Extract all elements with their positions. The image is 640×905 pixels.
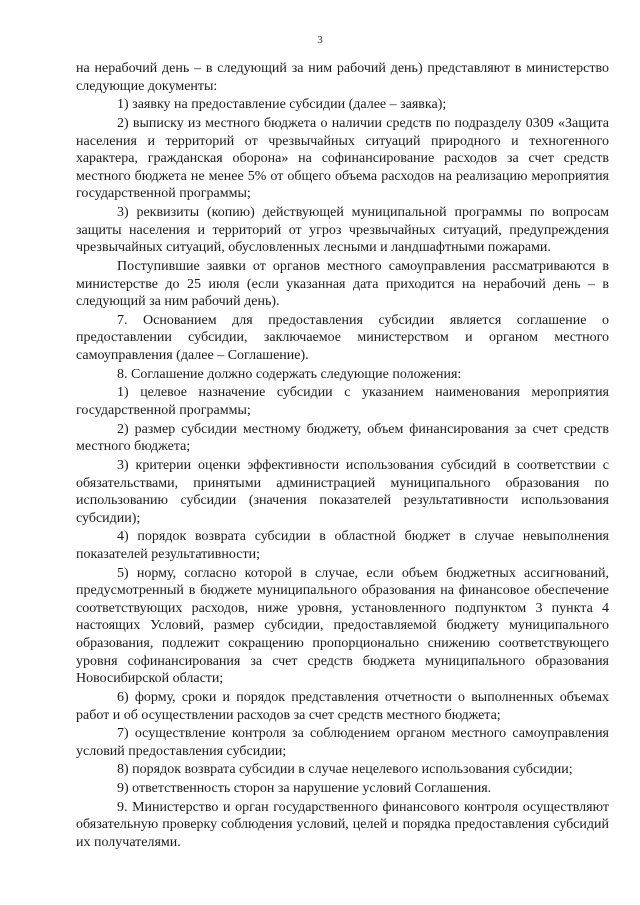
list-item-budget-extract: 2) выписку из местного бюджета о наличии средств по подразделу 0309 «Защита населения и территорий от чрезвычайных ситуаций природного и техногенного характера, гражданская оборона» на софинансирование расходов за счет средств местного бюджета не менее 5% от общего объема расходов на реализацию мероприятия государственной программы; — [76, 115, 609, 202]
list-item-application: 1) заявку на предоставление субсидии (далее – заявка); — [117, 97, 447, 113]
agreement-item-7: 7) осуществление контроля за соблюдением органом местного самоуправления условий предоставления субсидии; — [76, 726, 609, 759]
agreement-item-1: 1) целевое назначение субсидии с указанием наименования мероприятия государственной программы; — [76, 385, 609, 418]
paragraph-continuation: на нерабочий день – в следующий за ним рабочий день) представляют в министерство следующие документы: — [76, 61, 609, 94]
agreement-item-3: 3) критерии оценки эффективности использования субсидий в соответствии с обязательствами, принятыми администрацией муниципального образования по использованию субсидии (значения показателей результативности использования субсидии); — [76, 457, 609, 526]
clause-8-agreement: 8. Соглашение должно содержать следующие положения: — [117, 366, 462, 382]
paragraph-applications-review: Поступившие заявки от органов местного самоуправления рассматриваются в министерстве до 25 июля (если указанная дата приходится на нерабочий день – в следующий за ним рабочий день). — [76, 258, 609, 310]
agreement-item-5: 5) норму, согласно которой в случае, если объем бюджетных ассигнований, предусмотренный в бюджете муниципального образования на финансовое обеспечение соответствующих расходов, ниже уровня, установленного подпунктом 3 пункта 4 настоящих Условий, размер субсидии, предоставляемой бюджету муниципального образования, подлежит сокращению пропорционально снижению соответствующего уровня софинансирования за счет средств бюджета муниципального образования Новосибирской области; — [76, 565, 609, 687]
agreement-item-2: 2) размер субсидии местному бюджету, объем финансирования за счет средств местного бюджета; — [76, 421, 609, 455]
agreement-item-4: 4) порядок возврата субсидии в областной бюджет в случае невыполнения показателей результативности; — [76, 529, 609, 562]
clause-9-control: 9. Министерство и орган государственного финансового контроля осуществляют обязательную проверку соблюдения условий, целей и порядка предоставления субсидий их получателями. — [76, 799, 609, 851]
agreement-item-9: 9) ответственность сторон за нарушение условий Соглашения. — [117, 781, 492, 797]
page-number: 3 — [317, 34, 323, 46]
agreement-item-8: 8) порядок возврата субсидии в случае нецелевого использования субсидии; — [117, 762, 573, 778]
clause-7-basis: 7. Основанием для предоставления субсидии является соглашение о предоставлении субсидии, заключаемое министерством и органом местного самоуправления (далее – Соглашение). — [76, 312, 609, 363]
document-body — [76, 60, 609, 853]
list-item-program-details: 3) реквизиты (копию) действующей муниципальной программы по вопросам защиты населения и территорий от угроз чрезвычайных ситуаций, предупреждения чрезвычайных ситуаций, обусловленных лесными и ландшафтными пожарами. — [76, 205, 609, 256]
agreement-item-6: 6) форму, сроки и порядок представления отчетности о выполненных объемах работ и об осуществлении расходов за счет средств местного бюджета; — [76, 689, 609, 723]
